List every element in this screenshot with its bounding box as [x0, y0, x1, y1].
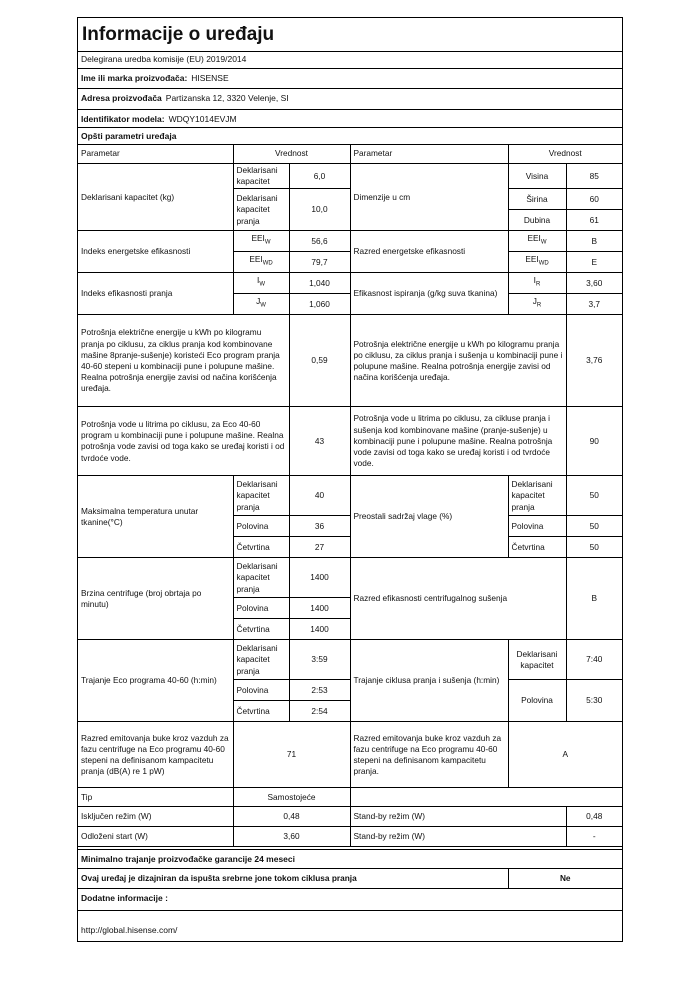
wd-duration-value: 7:40 — [566, 640, 622, 680]
moisture-value: 50 — [566, 537, 622, 558]
delay-start-label: Odloženi start (W) — [78, 827, 233, 847]
address-value: Partizanska 12, 3320 Velenje, SI — [165, 93, 289, 103]
max-temp-sub: Četvrtina — [233, 537, 289, 558]
eei-w-symbol: $EEI_W$ — [233, 231, 289, 252]
manufacturer-url[interactable]: http://global.hisense.com/ — [81, 925, 178, 936]
dimension-height-value: 85 — [566, 164, 622, 189]
type-empty — [350, 788, 622, 807]
spin-value: 1400 — [289, 558, 350, 598]
off-mode-value: 0,48 — [233, 807, 350, 827]
noise-value: 71 — [233, 722, 350, 788]
moisture-sub: Deklarisani kapacitet pranja — [508, 476, 566, 516]
max-temp-sub: Deklarisani kapacitet pranja — [233, 476, 289, 516]
eclass-w-symbol: $EEI_W$ — [508, 231, 566, 252]
model-row — [78, 109, 622, 127]
spin-sub: Deklarisani kapacitet pranja — [233, 558, 289, 598]
delay-start-value: 3,60 — [233, 827, 350, 847]
energy-wash-label: Potrošnja električne energije u kWh po kilogramu pranja po ciklusu, za ciklus pranja kod kombinovane mašine 8pranje-sušenje) koristeći Eco program pranja 40-60 stepeni u kombinaciji pune i polupune mašine. Realna potrošnja energije zavisi od načina korišćenja uređaja. — [78, 315, 289, 407]
energy-class-label: Razred energetske efikasnosti — [350, 231, 508, 273]
eei-label: Indeks energetske efikasnosti — [78, 231, 233, 273]
dimension-width-value: 60 — [566, 189, 622, 210]
max-temp-value: 27 — [289, 537, 350, 558]
max-temp-sub: Polovina — [233, 516, 289, 537]
capacity-sub: Deklarisani kapacitet pranja — [233, 189, 289, 231]
additional-info-header: Dodatne informacije : — [81, 893, 168, 904]
model-label: Identifikator modela: — [81, 113, 165, 124]
additional-info-link — [78, 910, 622, 942]
spin-value: 1400 — [289, 598, 350, 619]
noise-label: Razred emitovanja buke kroz vazduh za fazu centrifuge na Eco programu 40-60 stepeni na definisanom kampacitetu pranja (dB(A) re 1 pW) — [78, 722, 233, 788]
supplier-value: HISENSE — [191, 72, 229, 83]
max-temp-value: 36 — [289, 516, 350, 537]
capacity-value: 6,0 — [289, 164, 350, 189]
energy-wash-value: 0,59 — [289, 315, 350, 407]
dimension-depth-label: Dubina — [508, 210, 566, 231]
duration-sub: Četvrtina — [233, 701, 289, 722]
spin-value: 1400 — [289, 619, 350, 640]
moisture-value: 50 — [566, 476, 622, 516]
silver-ions-table — [78, 868, 622, 889]
duration-sub: Deklarisani kapacitet pranja — [233, 640, 289, 680]
guarantee-text: Minimalno trajanje proizvođačke garancije 24 meseci — [81, 854, 296, 865]
duration-sub: Polovina — [233, 680, 289, 701]
dimensions-label: Dimenzije u cm — [350, 164, 508, 231]
max-temp-label: Maksimalna temperatura unutar tkanine(°C) — [78, 476, 233, 558]
energy-wd-label: Potrošnja električne energije u kWh po kilogramu pranja po ciklusu, za ciklus pranja i sušenja u kombinaciji pune i polupune mašine. Realna potrošnja energije zavisi od načina korišćenja uređaja. — [350, 315, 566, 407]
water-wash-label: Potrošnja vode u litrima po ciklusu, za Eco 40-60 program u kombinaciji pune i polupune mašine. Realna potrošnja vode zavisi od toga kako se uređaj koristi i od tvrdoće vode. — [78, 407, 289, 476]
eclass-wd-value: E — [566, 252, 622, 273]
guarantee-row — [78, 849, 622, 868]
type-value: Samostojeće — [233, 788, 350, 807]
col-header-param: Parametar — [350, 145, 508, 164]
jw-symbol: $J_W$ — [233, 294, 289, 315]
moisture-sub: Četvrtina — [508, 537, 566, 558]
standby-label: Stand-by režim (W) — [350, 807, 566, 827]
jw-value: 1,060 — [289, 294, 350, 315]
duration-value: 2:53 — [289, 680, 350, 701]
spin-speed-label: Brzina centrifuge (broj obrtaja po minutu) — [78, 558, 233, 640]
capacity-sub: Deklarisani kapacitet — [233, 164, 289, 189]
washing-efficiency-label: Indeks efikasnosti pranja — [78, 273, 233, 315]
col-header-param: Parametar — [78, 145, 233, 164]
duration-value: 2:54 — [289, 701, 350, 722]
dimension-width-label: Širina — [508, 189, 566, 210]
general-parameters-header: Opšti parametri uređaja — [78, 127, 622, 144]
energy-wd-value: 3,76 — [566, 315, 622, 407]
spin-sub: Četvrtina — [233, 619, 289, 640]
standby2-label: Stand-by režim (W) — [350, 827, 566, 847]
moisture-sub: Polovina — [508, 516, 566, 537]
product-information-sheet — [77, 17, 623, 942]
parameters-table — [78, 144, 622, 847]
dimension-depth-value: 61 — [566, 210, 622, 231]
iw-value: 1,040 — [289, 273, 350, 294]
silver-ions-value: Ne — [508, 869, 622, 889]
noise-class-value: A — [508, 722, 622, 788]
capacity-value: 10,0 — [289, 189, 350, 231]
wd-duration-sub: Deklarisani kapacitet — [508, 640, 566, 680]
standby-value: 0,48 — [566, 807, 622, 827]
jr-value: 3,7 — [566, 294, 622, 315]
rinsing-label: Efikasnost ispiranja (g/kg suva tkanina) — [350, 273, 508, 315]
duration-value: 3:59 — [289, 640, 350, 680]
eco-duration-label: Trajanje Eco programa 40-60 (h:min) — [78, 640, 233, 722]
type-label: Tip — [78, 788, 233, 807]
ir-value: 3,60 — [566, 273, 622, 294]
iw-symbol: $I_W$ — [233, 273, 289, 294]
sheet-title: Informacije o uređaju — [78, 17, 622, 51]
supplier-row — [78, 68, 622, 86]
water-wd-value: 90 — [566, 407, 622, 476]
wd-duration-label: Trajanje ciklusa pranja i sušenja (h:min) — [350, 640, 508, 722]
wd-duration-sub: Polovina — [508, 680, 566, 722]
spin-class-value: B — [566, 558, 622, 640]
moisture-value: 50 — [566, 516, 622, 537]
eclass-w-value: B — [566, 231, 622, 252]
eei-wd-value: 79,7 — [289, 252, 350, 273]
off-mode-label: Isključen režim (W) — [78, 807, 233, 827]
eclass-wd-symbol: $EEI_{WD}$ — [508, 252, 566, 273]
water-wd-label: Potrošnja vode u litrima po ciklusu, za cikluse pranja i sušenja kod kombinovane mašine (pranje-sušenje) u kombinaciji pune i polupune mašine. Realna potrošnja vode zavisi od toga kako se uređaj koristi i od tvrdoće vode. — [350, 407, 566, 476]
spin-sub: Polovina — [233, 598, 289, 619]
noise-class-label: Razred emitovanja buke kroz vazduh za fazu centrifuge na Eco programu 40-60 stepeni na definisanom kampacitetu pranja. — [350, 722, 508, 788]
eei-wd-symbol: $EEI_{WD}$ — [233, 252, 289, 273]
capacity-label: Deklarisani kapacitet (kg) — [78, 164, 233, 231]
eei-w-value: 56,6 — [289, 231, 350, 252]
water-wash-value: 43 — [289, 407, 350, 476]
model-value: WDQY1014EVJM — [168, 113, 237, 124]
wd-duration-value: 5:30 — [566, 680, 622, 722]
ir-symbol: $I_R$ — [508, 273, 566, 294]
silver-ions-label: Ovaj uređaj je dizajniran da ispušta srebrne jone tokom ciklusa pranja — [78, 869, 508, 889]
col-header-value: Vrednost — [233, 145, 350, 164]
dimension-height-label: Visina — [508, 164, 566, 189]
supplier-label: Ime ili marka proizvođača: — [81, 72, 188, 83]
regulation-reference: Delegirana uredba komisije (EU) 2019/2014 — [78, 51, 622, 66]
address-label: Adresa proizvođača — [81, 93, 162, 103]
max-temp-value: 40 — [289, 476, 350, 516]
moisture-label: Preostali sadržaj vlage (%) — [350, 476, 508, 558]
col-header-value: Vrednost — [508, 145, 622, 164]
address-row — [78, 88, 622, 107]
jr-symbol: $J_R$ — [508, 294, 566, 315]
standby2-value: - — [566, 827, 622, 847]
spin-class-label: Razred efikasnosti centrifugalnog sušenja — [350, 558, 566, 640]
